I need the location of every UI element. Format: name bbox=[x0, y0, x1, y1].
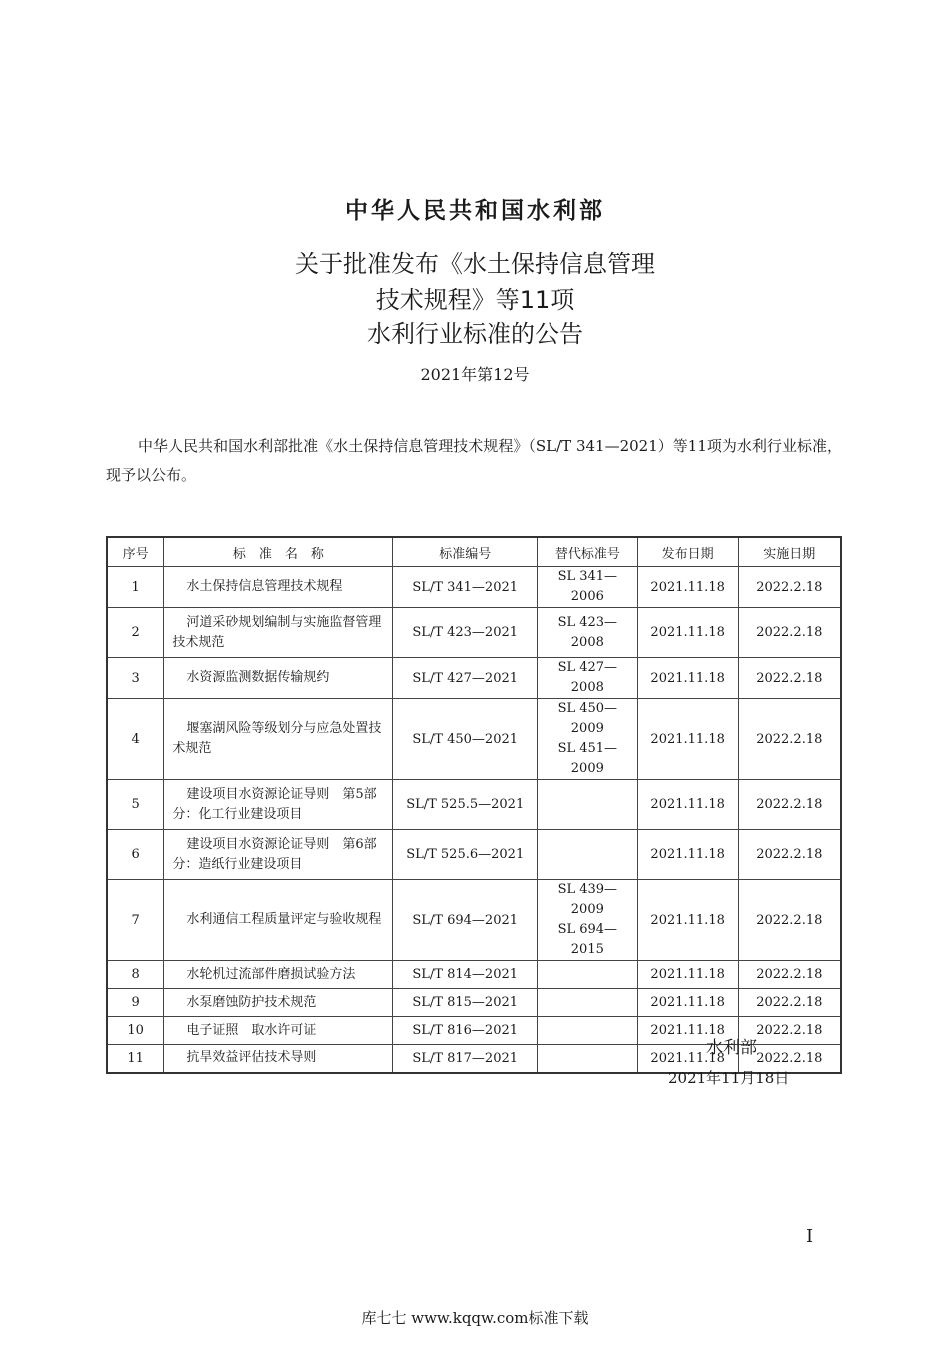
standard-name: 河道采砂规划编制与实施监督管理技术规范 bbox=[172, 614, 382, 650]
cell-code: SL/T 423—2021 bbox=[393, 608, 538, 658]
cell-publish-date: 2021.11.18 bbox=[637, 961, 738, 989]
cell-name bbox=[164, 780, 393, 830]
cell-code: SL/T 817—2021 bbox=[393, 1045, 538, 1073]
standard-name: 水泵磨蚀防护技术规范 bbox=[186, 994, 317, 1010]
cell-replaces bbox=[537, 961, 637, 989]
cell-replaces bbox=[537, 699, 637, 780]
cell-name bbox=[164, 1045, 393, 1073]
cell-publish-date: 2021.11.18 bbox=[637, 880, 738, 961]
cell-name bbox=[164, 567, 393, 608]
cell-replaces bbox=[537, 830, 637, 880]
cell-replaces bbox=[537, 608, 637, 658]
signature-org: 水利部 bbox=[706, 1038, 757, 1058]
cell-replaces bbox=[537, 658, 637, 699]
table-row bbox=[107, 658, 841, 699]
header-replaces: 替代标准号 bbox=[537, 537, 637, 567]
cell-code: SL/T 427—2021 bbox=[393, 658, 538, 699]
standard-name: 水轮机过流部件磨损试验方法 bbox=[186, 966, 356, 982]
cell-effective-date: 2022.2.18 bbox=[738, 989, 841, 1017]
table-row bbox=[107, 830, 841, 880]
cell-no: 3 bbox=[107, 658, 164, 699]
table-row bbox=[107, 699, 841, 780]
cell-effective-date: 2022.2.18 bbox=[738, 1017, 841, 1045]
announcement-paragraph: 中华人民共和国水利部批准《水土保持信息管理技术规程》（SL/T 341—2021）等11项为水利行业标准，现予以公布。 bbox=[106, 437, 842, 484]
title-line-3: 水利行业标准的公告 bbox=[367, 320, 583, 348]
cell-effective-date: 2022.2.18 bbox=[738, 880, 841, 961]
standard-name: 水土保持信息管理技术规程 bbox=[186, 579, 343, 594]
cell-no: 2 bbox=[107, 608, 164, 658]
footer-watermark: 库七七 www.kqqw.com标准下载 bbox=[361, 1309, 589, 1327]
cell-publish-date: 2021.11.18 bbox=[637, 1017, 738, 1045]
cell-name bbox=[164, 880, 393, 961]
cell-code: SL/T 815—2021 bbox=[393, 989, 538, 1017]
replaced-standard: SL 439—2009 bbox=[557, 882, 618, 917]
title-line-1: 关于批准发布《水土保持信息管理 bbox=[295, 250, 655, 278]
header-no: 序号 bbox=[107, 537, 164, 567]
cell-code: SL/T 341—2021 bbox=[393, 567, 538, 608]
cell-replaces bbox=[537, 1017, 637, 1045]
cell-name bbox=[164, 699, 393, 780]
cell-code: SL/T 525.5—2021 bbox=[393, 780, 538, 830]
cell-name bbox=[164, 658, 393, 699]
cell-effective-date: 2022.2.18 bbox=[738, 1045, 841, 1073]
standard-name: 抗旱效益评估技术导则 bbox=[186, 1050, 317, 1066]
table-row bbox=[107, 608, 841, 658]
cell-name bbox=[164, 989, 393, 1017]
cell-effective-date: 2022.2.18 bbox=[738, 780, 841, 830]
cell-no: 10 bbox=[107, 1017, 164, 1045]
cell-no: 9 bbox=[107, 989, 164, 1017]
standard-name: 电子证照 取水许可证 bbox=[186, 1022, 317, 1038]
table-row bbox=[107, 989, 841, 1017]
cell-code: SL/T 814—2021 bbox=[393, 961, 538, 989]
cell-code: SL/T 450—2021 bbox=[393, 699, 538, 780]
replaced-standard: SL 427—2008 bbox=[557, 660, 618, 695]
cell-publish-date: 2021.11.18 bbox=[637, 1045, 738, 1073]
signature-date: 2021年11月18日 bbox=[668, 1069, 790, 1087]
cell-code: SL/T 694—2021 bbox=[393, 880, 538, 961]
cell-name bbox=[164, 1017, 393, 1045]
cell-effective-date: 2022.2.18 bbox=[738, 658, 841, 699]
replaced-standard: SL 341—2006 bbox=[557, 569, 618, 604]
cell-no: 7 bbox=[107, 880, 164, 961]
cell-publish-date: 2021.11.18 bbox=[637, 989, 738, 1017]
cell-no: 1 bbox=[107, 567, 164, 608]
issuing-authority: 中华人民共和国水利部 bbox=[345, 198, 605, 224]
standard-name: 建设项目水资源论证导则 第6部分：造纸行业建设项目 bbox=[172, 836, 377, 872]
table-header-row bbox=[107, 537, 841, 567]
table-row bbox=[107, 880, 841, 961]
cell-code: SL/T 816—2021 bbox=[393, 1017, 538, 1045]
page-number: I bbox=[806, 1226, 814, 1247]
table-row bbox=[107, 961, 841, 989]
cell-publish-date: 2021.11.18 bbox=[637, 567, 738, 608]
cell-effective-date: 2022.2.18 bbox=[738, 567, 841, 608]
replaced-standard: SL 423—2008 bbox=[557, 614, 618, 650]
cell-publish-date: 2021.11.18 bbox=[637, 658, 738, 699]
document-number: 2021年第12号 bbox=[420, 365, 530, 384]
cell-no: 8 bbox=[107, 961, 164, 989]
cell-no: 4 bbox=[107, 699, 164, 780]
replaced-standard: SL 694—2015 bbox=[557, 922, 618, 957]
standard-name: 水资源监测数据传输规约 bbox=[186, 670, 330, 685]
cell-publish-date: 2021.11.18 bbox=[637, 830, 738, 880]
cell-effective-date: 2022.2.18 bbox=[738, 608, 841, 658]
cell-effective-date: 2022.2.18 bbox=[738, 830, 841, 880]
standard-name: 堰塞湖风险等级划分与应急处置技术规范 bbox=[172, 721, 382, 756]
cell-replaces bbox=[537, 880, 637, 961]
title-line-2: 技术规程》等11项 bbox=[375, 286, 575, 314]
cell-code: SL/T 525.6—2021 bbox=[393, 830, 538, 880]
replaced-standard: SL 451—2009 bbox=[557, 741, 618, 776]
cell-replaces bbox=[537, 1045, 637, 1073]
cell-effective-date: 2022.2.18 bbox=[738, 699, 841, 780]
standard-name: 水利通信工程质量评定与验收规程 bbox=[186, 912, 382, 927]
header-publish-date: 发布日期 bbox=[637, 537, 738, 567]
table-row bbox=[107, 780, 841, 830]
cell-replaces bbox=[537, 989, 637, 1017]
standard-name: 建设项目水资源论证导则 第5部分：化工行业建设项目 bbox=[172, 786, 377, 822]
cell-publish-date: 2021.11.18 bbox=[637, 608, 738, 658]
cell-replaces bbox=[537, 567, 637, 608]
cell-name bbox=[164, 961, 393, 989]
standards-table bbox=[106, 536, 842, 1074]
table-body bbox=[107, 567, 841, 1073]
cell-publish-date: 2021.11.18 bbox=[637, 780, 738, 830]
cell-no: 11 bbox=[107, 1045, 164, 1073]
replaced-standard: SL 450—2009 bbox=[557, 701, 618, 736]
header-effective-date: 实施日期 bbox=[738, 537, 841, 567]
cell-replaces bbox=[537, 780, 637, 830]
cell-no: 6 bbox=[107, 830, 164, 880]
cell-publish-date: 2021.11.18 bbox=[637, 699, 738, 780]
header-name: 标 准 名 称 bbox=[164, 537, 393, 567]
cell-effective-date: 2022.2.18 bbox=[738, 961, 841, 989]
header-code: 标准编号 bbox=[393, 537, 538, 567]
cell-no: 5 bbox=[107, 780, 164, 830]
table-row bbox=[107, 567, 841, 608]
cell-name bbox=[164, 830, 393, 880]
cell-name bbox=[164, 608, 393, 658]
